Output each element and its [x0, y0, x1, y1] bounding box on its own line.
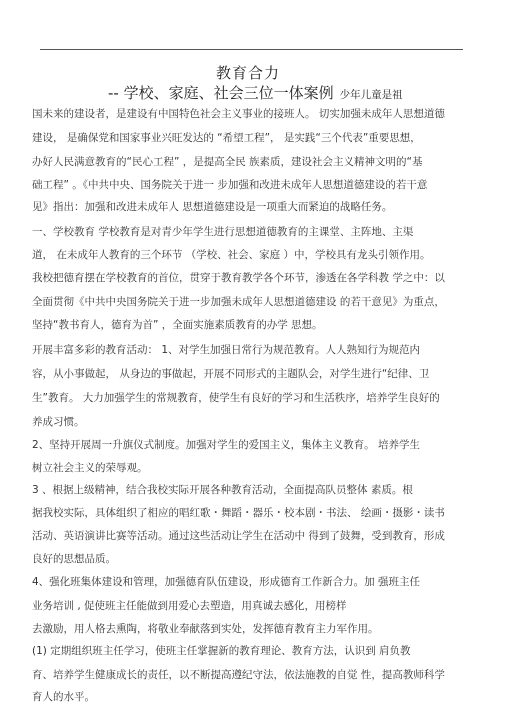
body-line: 容，从小事做起， 从身边的事做起，开展不同形式的主题队会，对学生进行“纪律、卫 [32, 368, 430, 380]
body-line: 生”教育。 大力加强学生的常规教育，使学生有良好的学习和生活秩序，培养学生良好的 [32, 392, 440, 404]
body-line: 见》指出：加强和改进未成年人 思想道德建设是一项重大而紧迫的战略任务。 [32, 201, 393, 213]
body-line: 4、强化班集体建设和管理，加强德育队伍建设，形成德育工作新合力。加 强班主任 [32, 576, 421, 588]
body-line: 活动、英语演讲比赛等活动。通过这些活动让学生在活动中 得到了鼓舞，受到教育，形成 [32, 530, 445, 542]
body-line: 树立社会主义的荣辱观。 [32, 462, 148, 474]
body-line: 据我校实际，具体组织了相应的唱红歌・舞蹈・器乐・校本剧・书法、 绘画・摄影・读书 [32, 507, 445, 519]
body-line: 3 、根据上级精神，结合我校实际开展各种教育活动，全面提高队员整体 素质。根 [32, 484, 413, 496]
body-line: 我校把德育摆在学校教育的首位，贯穿于教育教学各个环节，渗透在各学科教 学之中：以 [32, 272, 445, 284]
body-line: 去激励，用人格去熏陶，将敬业奉献落到实处，发挥德育教育主力军作用。 [32, 623, 379, 635]
body-line: 全面贯彻《中共中央国务院关于进一步加强未成年人思想道德建设 的若干意见》为重点， [32, 296, 445, 308]
document-subtitle: -- 学校、家庭、社会三位一体案例 [108, 84, 334, 102]
body-line: (1) 定期组织班主任学习，使班主任掌握新的教育理论、教育方法，认识到 肩负教 [32, 645, 411, 657]
body-line: 坚持“教书育人，德育为首” ，全面实施素质教育的办学 思想。 [32, 319, 323, 331]
body-line: 开展丰富多彩的教育活动： 1、对学生加强日常行为规范教育。人人熟知行为规范内 [32, 344, 421, 356]
body-line: 办好人民满意教育的“民心工程” ，是提高全民 族素质，建设社会主义精神文明的“基 [32, 156, 423, 168]
body-line: 育、培养学生健康成长的责任，以不断提高遵纪守法，依法施教的自觉 性，提高教师科学 [32, 669, 445, 681]
body-line: 建设， 是确保党和国家事业兴旺发达的 “希望工程”， 是实践“三个代表”重要思想， [32, 132, 421, 144]
body-line: 良好的思想品质。 [32, 553, 116, 565]
body-line: 国未来的建设者，是建设有中国特色社会主义事业的接班人。 切实加强未成年人思想道德 [32, 108, 445, 120]
body-line: 道， 在未成年人教育的三个环节 （学校、社会、家庭 ）中，学校具有龙头引领作用。 [32, 249, 431, 261]
body-line: 一、学校教育 学校教育是对青少年学生进行思想道德教育的主课堂、主阵地、主渠 [32, 226, 414, 238]
body-line: 养成习惯。 [32, 416, 85, 428]
subtitle-tail-text: 少年儿童是祖 [339, 89, 403, 101]
body-line: 2、坚持开展周一升旗仪式制度。加强对学生的爱国主义，集体主义教育。 培养学生 [32, 439, 421, 451]
header-rule [40, 49, 463, 50]
body-line: 育人的水平。 [32, 691, 95, 703]
document-title: 教育合力 [216, 64, 281, 82]
body-line: 业务培训 , 促使班主任能做到用爱心去塑造，用真诚去感化，用榜样 [32, 600, 347, 612]
subtitle-row [108, 82, 403, 103]
body-line: 础工程” 。《中共中央、国务院关于进一 步加强和改进未成年人思想道德建设的若干意 [32, 179, 428, 191]
